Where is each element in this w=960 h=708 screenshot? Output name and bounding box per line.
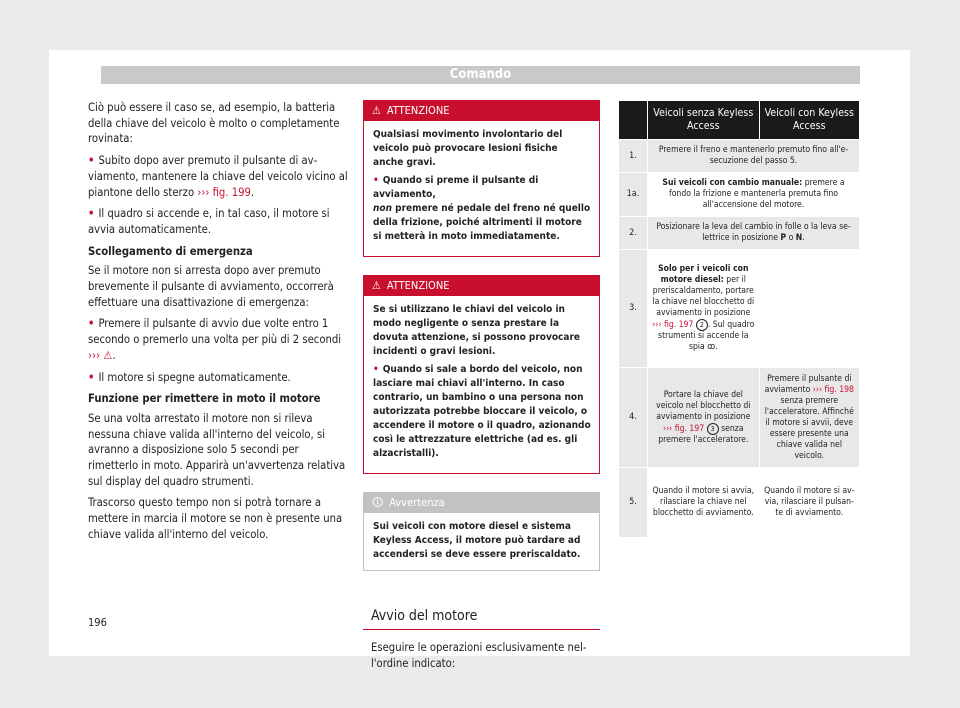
bullet-icon: • [373,364,379,375]
bullet-item: • Il quadro si accende e, in tal caso, il motore si avvia automaticamente. [88,207,330,236]
paragraph: Se il motore non si arresta dopo aver premuto brevemente il pulsante di avviamento, occorrerà effettuare una disattivazione di emergenza: [88,264,334,309]
paragraph: Ciò può essere il caso se, ad esempio, la batteria della chiave del veicolo è molto o completamente rovinata: [88,101,340,146]
warning-header: ⚠ ATTENZIONE [364,276,599,296]
steps-table [618,100,860,538]
warning-box [363,100,600,257]
table-row: 4. Portare la chiave del veicolo nel blocchetto di avviamento in posizione ››› fig. 197 3 senza premere l'acceleratore. Premere il pulsante di avviamento ››› fig. 198 senza premere l'acceleratore. Affinché il motore si avvii, deve essere presente una chiave valida nel veicolo. [619,368,860,468]
section-title: Avvio del motore [363,589,600,630]
warning-triangle-icon: ⚠ [372,104,381,117]
note-box [363,492,600,571]
table-row: 5. Quando il motore si avvia, rilasciare la chiave nel blocchetto di avviamento. Quando il motore si avvia, rilasciare il pulsante di avviamento. [619,468,860,538]
table-row: 1. Premere il freno e mantenerlo premuto fino all'esecuzione del passo 5. [619,140,860,173]
fig-link[interactable]: ››› fig. 197 [652,320,694,330]
fig-link[interactable]: ››› fig. 199 [197,185,251,199]
manual-page [49,50,910,670]
warning-triangle-icon: ⚠ [372,279,381,292]
note-body: Sui veicoli con motore diesel e sistema Keyless Access, il motore può tardare ad accendersi se deve essere preriscaldato. [373,521,581,560]
warning-body: Se si utilizzano le chiavi del veicolo in modo negligente o senza prestare la dovuta attenzione, si possono provocare incidenti o gravi lesioni. • Quando si sale a bordo del veicolo, non lasciare mai chiavi all'interno. In caso contrario, un bambino o una persona non autorizzata potrebbe bloccare il veicolo, o accendere il motore o il quadro, azionando così le attrezzature elettriche (ad es. gli alzacristalli). [373,304,591,459]
table-row: 1a. Sui veicoli con cambio manuale: premere a fondo la frizione e mantenerla premuta fino all'accensione del motore. [619,173,860,217]
glow-plug-icon: ꝏ [707,342,716,352]
bullet-icon: • [88,154,95,168]
paragraph: Se una volta arrestato il motore non si rileva nessuna chiave valida all'interno del veicolo, si avranno a disposizione solo 5 secondi per rimetterlo in moto. Apparirà un'avvertenza relativa sul display del quadro strumenti. [88,411,346,488]
subheading: Funzione per rimettere in moto il motore [88,392,321,406]
table-row: 2. Posizionare la leva del cambio in folle o la leva selettrice in posizione P o N. [619,217,860,250]
info-icon: 🛈 [372,496,384,509]
fig-link[interactable]: ››› fig. 198 [812,384,854,395]
subheading: Scollegamento di emergenza [88,244,253,258]
bullet-icon: • [88,370,95,384]
table-row: 3. Solo per i veicoli con motore diesel: per il preriscaldamento, portare la chiave nel blocchetto di avviamento in posizione ››› fig. 197 2 . Sul quadro strumenti si accende la spia ꝏ. [619,250,860,368]
table-header: Veicoli con Keyless Access [759,101,859,140]
callout-3: 3 [707,423,719,435]
warning-header: ⚠ ATTENZIONE [364,101,599,121]
bullet-icon: • [373,175,379,186]
right-column [618,100,860,538]
bullet-icon: • [88,317,95,331]
note-header: 🛈 Avvertenza [364,493,599,513]
callout-2: 2 [696,319,708,331]
middle-column [363,100,600,671]
table-header: Veicoli senza Keyless Access [648,101,760,140]
bullet-icon: • [88,207,95,221]
bullet-item: • Il motore si spegne automaticamente. [88,370,291,384]
left-column [88,100,350,549]
fig-link[interactable]: ››› fig. 197 [662,423,705,434]
table-header [619,101,648,140]
warning-box [363,275,600,474]
section-intro: Eseguire le operazioni esclusivamente nell'ordine indicato: [371,641,587,670]
warning-body: Qualsiasi movimento involontario del veicolo può provocare lesioni fisiche anche gravi. • Quando si preme il pulsante di avviamento, non premere né pedale del freno né quello della frizione, poiché altrimenti il motore si metterà in moto immediatamente. [373,129,591,242]
page-number: 196 [88,616,107,629]
bullet-item: • Premere il pulsante di avvio due volte entro 1 secondo o premerlo una volta per più di 2 secondi ››› ⚠. [88,317,342,362]
page-header: Comando [101,66,860,84]
bullet-item: • Subito dopo aver premuto il pulsante di avviamento, mantenere la chiave del veicolo vicino al piantone dello sterzo ››› fig. 199. [88,154,348,199]
warning-link[interactable]: ››› ⚠ [88,348,113,362]
paragraph: Trascorso questo tempo non si potrà tornare a mettere in marcia il motore se non è presente una chiave valida all'interno del veicolo. [88,496,343,541]
